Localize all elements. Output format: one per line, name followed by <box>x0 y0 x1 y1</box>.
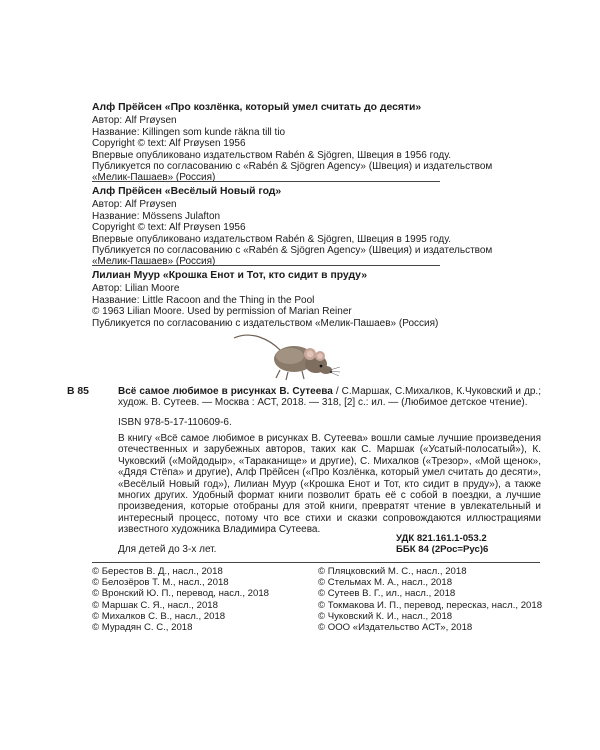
copyright-line: © Белозёров Т. М., насл., 2018 <box>92 577 229 589</box>
credit-line: Публикуется по согласованию с «Rabén & Sjögren Agency» (Швеция) и издательством <box>92 161 493 173</box>
copyright-list-left <box>92 566 302 633</box>
bibliographic-details: / С.Маршак, С.Михалков, К.Чуковский и др.; худож. В. Сутеев. — Москва : АСТ, 2018. — 318, [2] с.: ил. — (Любимое детское чтение). <box>118 386 541 409</box>
credit-line: Copyright © text: Alf Prøysen 1956 <box>92 222 246 234</box>
credit-block-1 <box>92 102 522 184</box>
catalog-code: В 85 <box>67 386 89 397</box>
credit-block-2 <box>92 186 522 268</box>
mouse-illustration-icon <box>232 326 344 384</box>
copyright-line: © Стельмах М. А., насл., 2018 <box>318 577 453 589</box>
credit-line: © 1963 Lilian Moore. Used by permission of Marian Reiner <box>92 306 352 318</box>
copyright-line: © Мурадян С. С., 2018 <box>92 622 193 634</box>
credit-title: Лилиан Муур «Крошка Енот и Тот, кто сидит в пруду» <box>92 270 367 281</box>
isbn: ISBN 978-5-17-110609-6. <box>118 417 232 428</box>
divider <box>92 562 540 563</box>
copyright-line: © Берестов В. Д., насл., 2018 <box>92 566 223 577</box>
credit-line: Публикуется по согласованию с издательством «Мелик-Пашаев» (Россия) <box>92 317 439 329</box>
copyright-line: © ООО «Издательство АСТ», 2018 <box>318 622 473 634</box>
copyright-line: © Михалков С. В., насл., 2018 <box>92 610 226 622</box>
credit-line: Публикуется по согласованию с «Rabén & Sjögren Agency» (Швеция) и издательством <box>92 245 493 257</box>
age-rating: Для детей до 3-х лет. <box>118 544 217 555</box>
credit-line: Автор: Alf Prøysen <box>92 199 177 211</box>
copyright-line: © Сутеев В. Г., ил., насл., 2018 <box>318 588 456 600</box>
credit-line: Автор: Lilian Moore <box>92 283 180 295</box>
credit-line: Название: Mössens Julafton <box>92 210 221 222</box>
classification-codes <box>396 533 488 555</box>
credit-line: Автор: Alf Prøysen <box>92 115 177 127</box>
credit-title: Алф Прёйсен «Про козлёнка, который умел считать до десяти» <box>92 102 422 113</box>
copyright-line: © Токмакова И. П., перевод, пересказ, насл., 2018 <box>318 599 543 611</box>
book-title: Всё самое любимое в рисунках В. Сутеева <box>118 386 333 397</box>
copyright-list-right <box>318 566 543 634</box>
copyright-line: © Вронский Ю. П., перевод, насл., 2018 <box>92 588 270 600</box>
udk-code: УДК 821.161.1-053.2 <box>396 533 487 544</box>
bibliographic-description <box>118 386 541 409</box>
annotation: В книгу «Всё самое любимое в рисунках В. Сутеева» вошли самые лучшие произведения отечественных и зарубежных авторов, таких как С. Маршак («Усатый-полосатый»), К. Чуковский («Мойдодыр», «Тараканище» и другие), С. Михалков («Трезор», «Мой щенок», «Дядя Стёпа» и другие), Алф Прёйсен («Про Козлёнка, который умел считать до десяти», «Весёлый Новый год»), Лилиан Муур («Крошка Енот и Тот, кто сидит в пруду»), а также многих других. Удобный формат книги позволит брать её с собой в поездки, а лучшие произведения, которые отобраны для этой книги, превратят чтение в увлекательный и интересный процесс, потому что все стихи и сказки сопровождаются иллюстрациями известного художника Владимира Сутеева. <box>118 433 541 536</box>
credit-line: «Мелик-Пашаев» (Россия) <box>92 256 216 268</box>
credit-line: Впервые опубликовано издательством Rabén & Sjögren, Швеция в 1956 году. <box>92 149 452 161</box>
divider <box>92 265 440 266</box>
credit-line: Copyright © text: Alf Prøysen 1956 <box>92 138 246 150</box>
credit-title: Алф Прёйсен «Весёлый Новый год» <box>92 186 282 197</box>
credit-line: «Мелик-Пашаев» (Россия) <box>92 172 216 184</box>
credit-line: Название: Little Racoon and the Thing in the Pool <box>92 294 315 306</box>
copyright-line: © Пляцковский М. С., насл., 2018 <box>318 566 467 577</box>
credit-line: Впервые опубликовано издательством Rabén & Sjögren, Швеция в 1995 году. <box>92 233 452 245</box>
credit-line: Название: Killingen som kunde räkna till tio <box>92 126 286 138</box>
divider <box>92 181 440 182</box>
bbk-code: ББК 84 (2Рос=Рус)6 <box>396 544 489 555</box>
copyright-line: © Маршак С. Я., насл., 2018 <box>92 599 218 611</box>
copyright-line: © Чуковский К. И., насл., 2018 <box>318 610 453 622</box>
credit-block-3 <box>92 270 522 329</box>
